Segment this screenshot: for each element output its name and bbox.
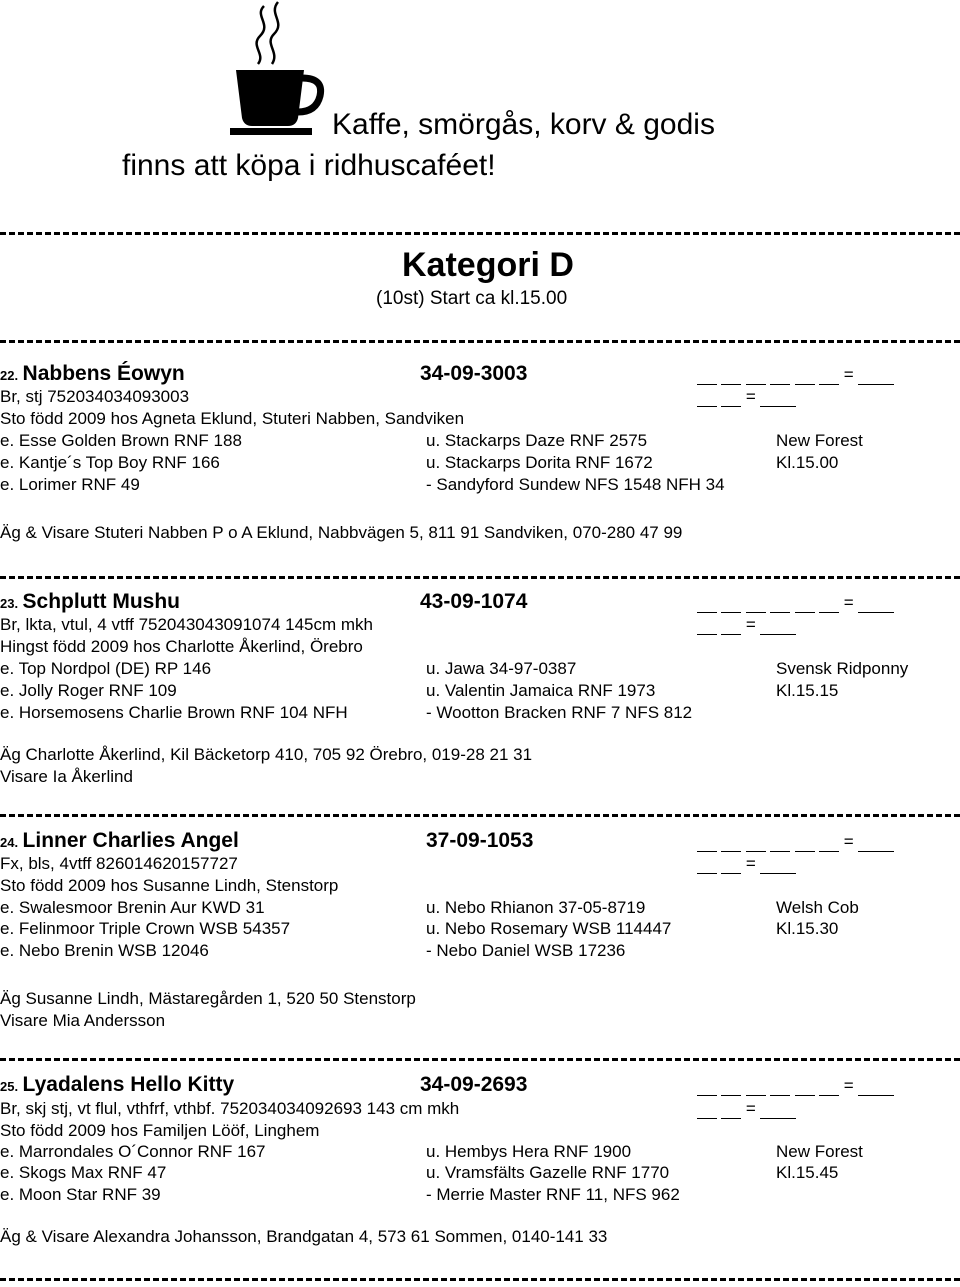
pedigree-dam: - Nebo Daniel WSB 17236 (426, 941, 626, 960)
owner-info: Äg Charlotte Åkerlind, Kil Bäcketorp 410, 705 92 Örebro, 019-28 21 31 (0, 745, 533, 764)
score-row-2: = (697, 853, 796, 874)
score-row-1: = (697, 1075, 894, 1096)
entry-number: 24. (0, 835, 19, 850)
pedigree-dam: u. Hembys Hera RNF 1900 (426, 1142, 632, 1161)
divider (0, 1278, 960, 1284)
pedigree-dam: u. Nebo Rosemary WSB 114447 (426, 919, 672, 938)
pedigree-dam: - Sandyford Sundew NFS 1548 NFH 34 (426, 475, 725, 494)
rider-info: Visare Ia Åkerlind (0, 767, 133, 786)
pedigree-dam: u. Valentin Jamaica RNF 1973 (426, 681, 656, 700)
breed: New Forest (776, 431, 863, 450)
rider-info: Visare Mia Andersson (0, 1011, 166, 1030)
divider (0, 576, 960, 582)
score-row-1: = (697, 592, 894, 613)
pedigree-dam: u. Vramsfälts Gazelle RNF 1770 (426, 1163, 670, 1182)
horse-name: Nabbens Éowyn (22, 362, 185, 385)
entry-number: 23. (0, 596, 19, 611)
breed: New Forest (776, 1142, 863, 1161)
score-row-1: = (697, 831, 894, 852)
coffee-cup-icon (216, 0, 336, 140)
score-row-2: = (697, 386, 796, 407)
owner-info: Äg & Visare Stuteri Nabben P o A Eklund, Nabbvägen 5, 811 91 Sandviken, 070-280 47 99 (0, 523, 683, 542)
start-time: Kl.15.30 (776, 919, 839, 938)
registration-number: 37-09-1053 (426, 829, 534, 852)
pedigree-sire: e. Moon Star RNF 39 (0, 1185, 161, 1204)
pedigree-sire: e. Horsemosens Charlie Brown RNF 104 NFH (0, 703, 348, 722)
category-subtitle: (10st) Start ca kl.15.00 (376, 288, 568, 309)
divider (0, 232, 960, 238)
pedigree-sire: e. Skogs Max RNF 47 (0, 1163, 167, 1182)
pedigree-sire: e. Swalesmoor Brenin Aur KWD 31 (0, 898, 265, 917)
registration-number: 34-09-2693 (420, 1073, 528, 1096)
registration-number: 43-09-1074 (420, 590, 528, 613)
divider (0, 1058, 960, 1064)
breed: Welsh Cob (776, 898, 859, 917)
pedigree-dam: - Wootton Bracken RNF 7 NFS 812 (426, 703, 693, 722)
breeding-info: Sto född 2009 hos Susanne Lindh, Stenstorp (0, 876, 339, 895)
pedigree-sire: e. Kantje´s Top Boy RNF 166 (0, 453, 220, 472)
pedigree-dam: u. Nebo Rhianon 37-05-8719 (426, 898, 646, 917)
owner-info: Äg Susanne Lindh, Mästaregården 1, 520 50 Stenstorp (0, 989, 416, 1008)
registration-number: 34-09-3003 (420, 362, 528, 385)
horse-description: Br, stj 752034034093003 (0, 387, 190, 406)
cafe-headline-line1: Kaffe, smörgås, korv & godis (332, 108, 715, 141)
horse-name: Linner Charlies Angel (22, 829, 239, 852)
start-time: Kl.15.00 (776, 453, 839, 472)
horse-name: Schplutt Mushu (22, 590, 181, 613)
breeding-info: Sto född 2009 hos Agneta Eklund, Stuteri Nabben, Sandviken (0, 409, 465, 428)
cafe-headline-line2: finns att köpa i ridhuscaféet! (122, 149, 496, 182)
pedigree-sire: e. Esse Golden Brown RNF 188 (0, 431, 242, 450)
pedigree-sire: e. Lorimer RNF 49 (0, 475, 140, 494)
start-time: Kl.15.15 (776, 681, 839, 700)
breed: Svensk Ridponny (776, 659, 909, 678)
pedigree-sire: e. Felinmoor Triple Crown WSB 54357 (0, 919, 291, 938)
pedigree-sire: e. Top Nordpol (DE) RP 146 (0, 659, 212, 678)
pedigree-dam: u. Stackarps Dorita RNF 1672 (426, 453, 653, 472)
entry-number: 25. (0, 1079, 19, 1094)
divider (0, 340, 960, 346)
owner-info: Äg & Visare Alexandra Johansson, Brandgatan 4, 573 61 Sommen, 0140-141 33 (0, 1227, 608, 1246)
divider (0, 814, 960, 820)
horse-description: Br, skj stj, vt flul, vthfrf, vthbf. 752034034092693 143 cm mkh (0, 1099, 460, 1118)
horse-description: Br, lkta, vtul, 4 vtff 752043043091074 145cm mkh (0, 615, 373, 634)
horse-name: Lyadalens Hello Kitty (22, 1073, 235, 1096)
score-row-2: = (697, 614, 796, 635)
breeding-info: Hingst född 2009 hos Charlotte Åkerlind, Örebro (0, 637, 363, 656)
breeding-info: Sto född 2009 hos Familjen Lööf, Linghem (0, 1121, 320, 1140)
pedigree-sire: e. Marrondales O´Connor RNF 167 (0, 1142, 266, 1161)
start-time: Kl.15.45 (776, 1163, 839, 1182)
entry-number: 22. (0, 368, 19, 383)
score-row-2: = (697, 1098, 796, 1119)
category-title: Kategori D (402, 246, 574, 284)
pedigree-dam: u. Jawa 34-97-0387 (426, 659, 577, 678)
horse-description: Fx, bls, 4vtff 826014620157727 (0, 854, 238, 873)
pedigree-sire: e. Nebo Brenin WSB 12046 (0, 941, 209, 960)
score-row-1: = (697, 364, 894, 385)
pedigree-dam: - Merrie Master RNF 11, NFS 962 (426, 1185, 680, 1204)
pedigree-sire: e. Jolly Roger RNF 109 (0, 681, 177, 700)
pedigree-dam: u. Stackarps Daze RNF 2575 (426, 431, 648, 450)
